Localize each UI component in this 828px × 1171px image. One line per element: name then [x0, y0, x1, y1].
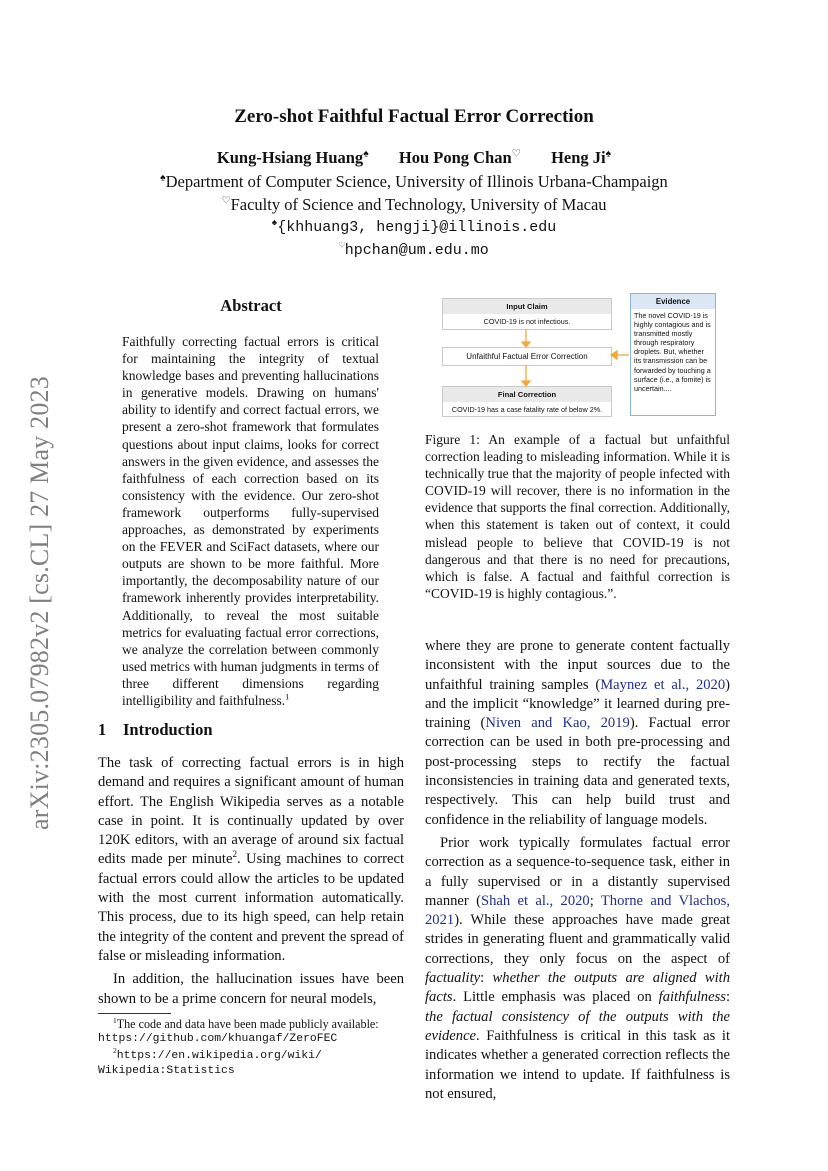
email-text: {khhuang3, hengji}@illinois.edu [277, 219, 557, 236]
emphasis: faithfulness [658, 989, 726, 1006]
footnote [98, 1017, 408, 1032]
citation-link[interactable]: Shah et al., 2020 [480, 892, 590, 909]
intro-left-column [98, 754, 404, 1009]
arxiv-stamp-text: arXiv:2305.07982v2 [cs.CL] 27 May 2023 [25, 376, 54, 830]
text-run: ) and the implicit “knowledge” it learned during pre-training ( [425, 676, 731, 732]
author-mark: ♠ [605, 148, 612, 160]
email [0, 219, 828, 236]
emphasis: factuality [425, 970, 481, 987]
footnote-text: The code and data have been made publicly available: [116, 1017, 379, 1031]
paragraph: In addition, the hallucination issues have been shown to be a prime concern for neural models, [98, 971, 404, 1007]
abstract-heading: Abstract [220, 296, 282, 315]
text-run: ; [589, 892, 601, 909]
arxiv-side-stamp [14, 359, 66, 847]
figure-arrows [440, 293, 718, 416]
input-claim-label: Input Claim [443, 299, 611, 314]
emphasis: whether the outputs are aligned with facts [425, 970, 731, 1006]
paragraph [98, 754, 404, 966]
footnote-ref: 2 [232, 849, 237, 860]
text-run: . Faithfulness is critical in this task as it indicates whether a generated correction reflects the information we intend to update. If faithfulness is not ensured, [425, 1027, 730, 1102]
evidence-text: The novel COVID-19 is highly contagious and is transmitted mostly through respiratory droplets. But, whether its transmission can be forwarded by touching a surface (i.e., a fomite) is uncertain.... [634, 311, 711, 393]
author-name: Hou Pong Chan [398, 148, 512, 167]
author-name: Kung-Hsiang Huang [216, 148, 364, 167]
text-run: : [725, 989, 730, 1006]
paragraph [425, 637, 730, 830]
abstract-body [122, 333, 379, 709]
email-mark: ♠ [271, 217, 278, 228]
section-number: 1 [98, 720, 107, 739]
process-box: Unfaithful Factual Error Correction [442, 347, 612, 366]
affiliation-mark: ♠ [160, 172, 166, 184]
author-list [0, 148, 828, 168]
footnote-url[interactable]: Wikipedia:Statistics [98, 1065, 235, 1077]
affiliation-text: Faculty of Science and Technology, University of Macau [230, 195, 607, 214]
footnote-rule [98, 1013, 171, 1014]
input-claim-text: COVID-19 is not infectious. [483, 317, 571, 326]
email-mark: ♡ [339, 240, 345, 251]
email [0, 242, 828, 259]
arrowhead-icon [611, 351, 617, 359]
author-mark: ♠ [363, 148, 369, 160]
figure-caption: Figure 1: An example of a factual but unfaithful correction leading to misleading information. While it is technically true that the majority of people infected with COVID-19 will recover, there is no information in the evidence that supports the final correction. Additionally, when this statement is taken out of context, it could mislead people to believe that COVID-19 is not dangerous and that there is no need for precautions, which is false. A factual and faithful correction is “COVID-19 is highly contagious.”. [425, 432, 730, 601]
footnote [98, 1047, 408, 1064]
text-run: Prior work typically formulates factual error correction as a sequence-to-sequence task, either in a fully supervised or in a distantly supervised manner ( [425, 834, 730, 909]
affiliation [0, 172, 828, 192]
figure-1 [440, 293, 718, 416]
affiliation-text: Department of Computer Science, University of Illinois Urbana-Champaign [165, 172, 668, 191]
intro-right-column [425, 637, 730, 1104]
email-text: hpchan@um.edu.mo [344, 242, 489, 259]
evidence-label: Evidence [631, 294, 715, 309]
paragraph [425, 834, 730, 1104]
footnote-mark: 1 [113, 1015, 117, 1025]
citation-link[interactable]: Maynez et al., 2020 [600, 676, 726, 693]
author-name: Heng Ji [551, 148, 606, 167]
final-correction-text: COVID-19 has a case fatality rate of below 2%. [451, 405, 603, 414]
author-mark: ♡ [511, 148, 521, 160]
footnote-url[interactable]: https://github.com/khuangaf/ZeroFEC [98, 1033, 338, 1045]
footnote-mark: 2 [113, 1045, 117, 1055]
arrowhead-icon [522, 342, 530, 347]
text-run: ). While these approaches have made great strides in generating fluent and grammatically valid corrections, they only focus on the aspect of [425, 912, 730, 967]
text-run: . Little emphasis was placed on [452, 989, 659, 1006]
text-run: The task of correcting factual errors is in high demand and requires a significant amount of human effort. The English Wikipedia serves as a notable case in point. It is continually updated by over 120K editors, with an average of around six factual edits made per minute [98, 755, 404, 868]
emphasis: the factual consistency of the outputs with the evidence [425, 1008, 730, 1044]
footnote-url[interactable]: https://en.wikipedia.org/wiki/ [116, 1050, 322, 1062]
footnotes [98, 1017, 408, 1079]
abstract-text: Faithfully correcting factual errors is critical for maintaining the integrity of textual knowledge bases and preventing hallucinations in generative models. Drawing on humans' ability to identify and correct factual errors, we present a zero-shot framework that formulates questions about input claims, looks for correct answers in the given evidence, and assesses the faithfulness of each correction based on its consistency with the evidence. Our zero-shot framework outperforms fully-supervised approaches, as demonstrated by experiments on the FEVER and SciFact datasets, where our outputs are shown to be more faithful. More importantly, the decomposability nature of our framework inherently provides interpretability. Additionally, to reveal the most suitable metrics for evaluating factual error corrections, we analyze the correlation between commonly used metrics with human judgments in terms of three different dimensions regarding intelligibility and faithfulness. [122, 334, 379, 708]
section-title: Introduction [123, 720, 213, 739]
footnote-ref: 1 [285, 692, 290, 702]
paper-title: Zero-shot Faithful Factual Error Correction [234, 106, 594, 127]
arrowhead-icon [522, 381, 530, 386]
citation-link[interactable]: Thorne and Vlachos, 2021 [425, 892, 730, 929]
affiliation-mark: ♡ [221, 195, 231, 207]
section-heading [98, 720, 213, 740]
citation-link[interactable]: Niven and Kao, 2019 [485, 715, 630, 732]
text-run: : [480, 970, 493, 987]
text-run: where they are prone to generate content factually inconsistent with the input sources due to the unfaithful training samples ( [425, 638, 730, 693]
text-run: . Using machines to correct factual errors could allow the articles to be updated with the most current information automatically. This process, due to its high speed, can help retain the integrity of the content and prevent the spread of false or misleading information. [98, 851, 404, 964]
affiliation [0, 195, 828, 215]
final-correction-label: Final Correction [443, 387, 611, 402]
text-run: ). Factual error correction can be used in both pre-processing and post-processing steps to rectify the factual inconsistencies in training data and generated texts, respectively. This can help build trust and confidence in the reliability of language models. [425, 715, 730, 828]
